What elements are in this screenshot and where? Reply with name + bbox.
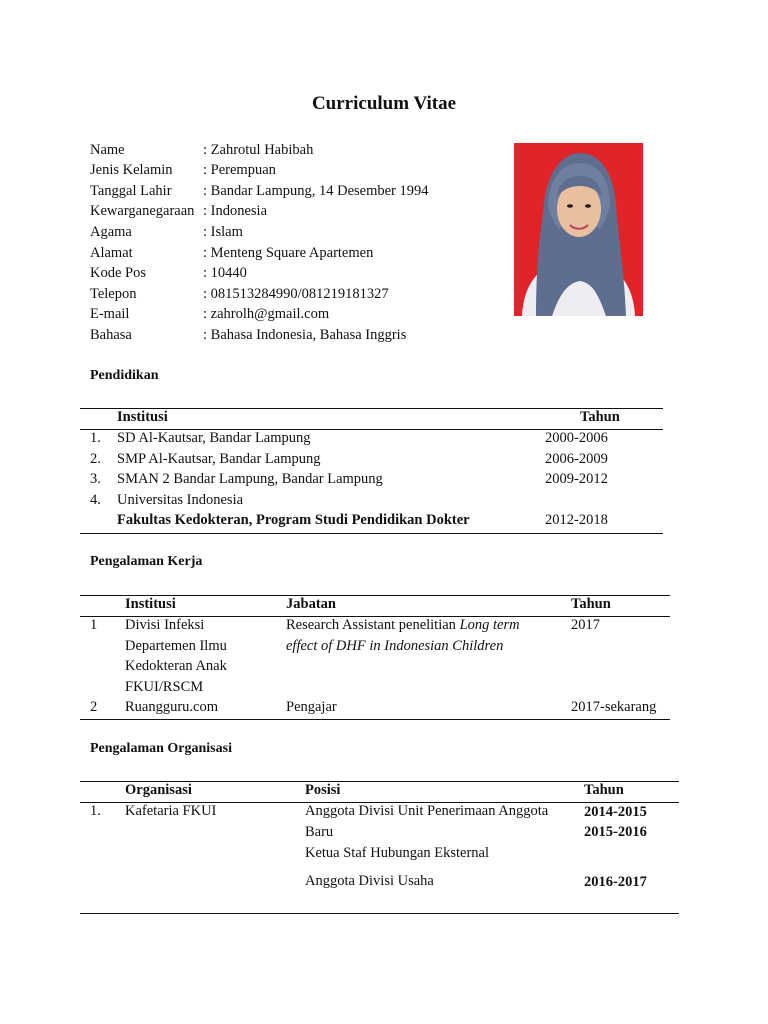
personal-value: : Menteng Square Apartemen [203, 245, 374, 261]
work-row-institusi: Ruangguru.com [125, 699, 219, 715]
education-faculty: Fakultas Kedokteran, Program Studi Pendidikan Dokter [117, 512, 470, 528]
work-row-jabatan [286, 617, 520, 634]
personal-row-postcode [90, 265, 247, 282]
education-row-institusi: SMAN 2 Bandar Lampung, Bandar Lampung [117, 471, 383, 487]
org-row-posisi-line: Ketua Staf Hubungan Eksternal [305, 845, 490, 861]
profile-photo [514, 143, 643, 316]
work-jabatan-text: Research Assistant penelitian [286, 617, 460, 633]
work-row-jabatan: Pengajar [286, 699, 337, 715]
personal-row-gender [90, 162, 276, 179]
education-row-number: 3. [90, 471, 101, 487]
personal-label: Agama [90, 224, 132, 240]
personal-label: Telepon [90, 286, 137, 302]
personal-value: : Zahrotul Habibah [203, 142, 314, 158]
work-row-number: 2 [90, 699, 98, 715]
org-row-organisasi: Kafetaria FKUI [125, 803, 217, 819]
education-row-tahun: 2000-2006 [545, 430, 608, 446]
table-rule [80, 719, 670, 720]
work-row-number: 1 [90, 617, 98, 633]
personal-value: : 10440 [203, 265, 247, 281]
education-header-tahun: Tahun [580, 409, 620, 425]
table-rule [80, 533, 663, 534]
personal-row-birth [90, 183, 429, 200]
education-faculty-tahun: 2012-2018 [545, 512, 608, 528]
work-row-institusi-line: Kedokteran Anak [125, 658, 227, 674]
org-row-posisi-line: Baru [305, 824, 334, 840]
education-row-institusi: Universitas Indonesia [117, 492, 244, 508]
personal-value: : Bahasa Indonesia, Bahasa Inggris [203, 327, 407, 343]
personal-row-email [90, 306, 329, 323]
work-row-tahun: 2017-sekarang [571, 699, 657, 715]
personal-row-citizenship [90, 203, 267, 220]
org-header-organisasi: Organisasi [125, 782, 192, 798]
personal-value: : 081513284990/081219181327 [203, 286, 389, 302]
personal-label: Bahasa [90, 327, 132, 343]
personal-row-language [90, 327, 406, 344]
table-rule [80, 913, 679, 914]
profile-photo-illustration [514, 143, 643, 316]
org-row-posisi-line: Anggota Divisi Unit Penerimaan Anggota [305, 803, 549, 819]
personal-row-name [90, 142, 313, 159]
org-header-posisi: Posisi [305, 782, 341, 798]
personal-value: : Indonesia [203, 203, 268, 219]
education-row-institusi: SD Al-Kautsar, Bandar Lampung [117, 430, 311, 446]
work-header-jabatan: Jabatan [286, 596, 336, 612]
org-row-number: 1. [90, 803, 101, 819]
personal-row-religion [90, 224, 243, 241]
personal-label: Tanggal Lahir [90, 183, 172, 199]
personal-value: : Islam [203, 224, 243, 240]
personal-row-address [90, 245, 373, 262]
personal-value: : Bandar Lampung, 14 Desember 1994 [203, 183, 429, 199]
education-row-number: 4. [90, 492, 101, 508]
work-header-tahun: Tahun [571, 596, 611, 612]
org-row-tahun: 2015-2016 [584, 824, 647, 840]
work-row-institusi-line: Divisi Infeksi [125, 617, 205, 633]
org-row-tahun: 2016-2017 [584, 874, 647, 890]
org-row-tahun: 2014-2015 [584, 804, 647, 820]
work-row-institusi-line: Departemen Ilmu [125, 638, 227, 654]
education-row-number: 2. [90, 451, 101, 467]
personal-label: Alamat [90, 245, 133, 261]
page-title: Curriculum Vitae [311, 93, 457, 114]
education-row-number: 1. [90, 430, 101, 446]
work-header-institusi: Institusi [125, 596, 176, 612]
personal-value: : Perempuan [203, 162, 276, 178]
org-row-posisi-line: Anggota Divisi Usaha [305, 873, 434, 889]
work-row-institusi-line: FKUI/RSCM [125, 679, 204, 695]
org-header-tahun: Tahun [584, 782, 624, 798]
education-header-institusi: Institusi [117, 409, 168, 425]
personal-label: Name [90, 142, 125, 158]
education-row-institusi: SMP Al-Kautsar, Bandar Lampung [117, 451, 321, 467]
work-jabatan-italic: Long term [459, 617, 520, 633]
section-title-organization: Pengalaman Organisasi [90, 741, 232, 756]
education-row-tahun: 2006-2009 [545, 451, 608, 467]
work-jabatan-italic: effect of DHF in Indonesian Children [286, 638, 504, 654]
personal-value: : zahrolh@gmail.com [203, 306, 330, 322]
section-title-education: Pendidikan [90, 368, 159, 383]
work-row-tahun: 2017 [571, 617, 600, 633]
section-title-work: Pengalaman Kerja [90, 554, 203, 569]
personal-label: Kewarganegaraan [90, 203, 195, 219]
personal-label: Kode Pos [90, 265, 146, 281]
personal-label: Jenis Kelamin [90, 162, 173, 178]
personal-row-phone [90, 286, 389, 303]
education-row-tahun: 2009-2012 [545, 471, 608, 487]
personal-label: E-mail [90, 306, 130, 322]
